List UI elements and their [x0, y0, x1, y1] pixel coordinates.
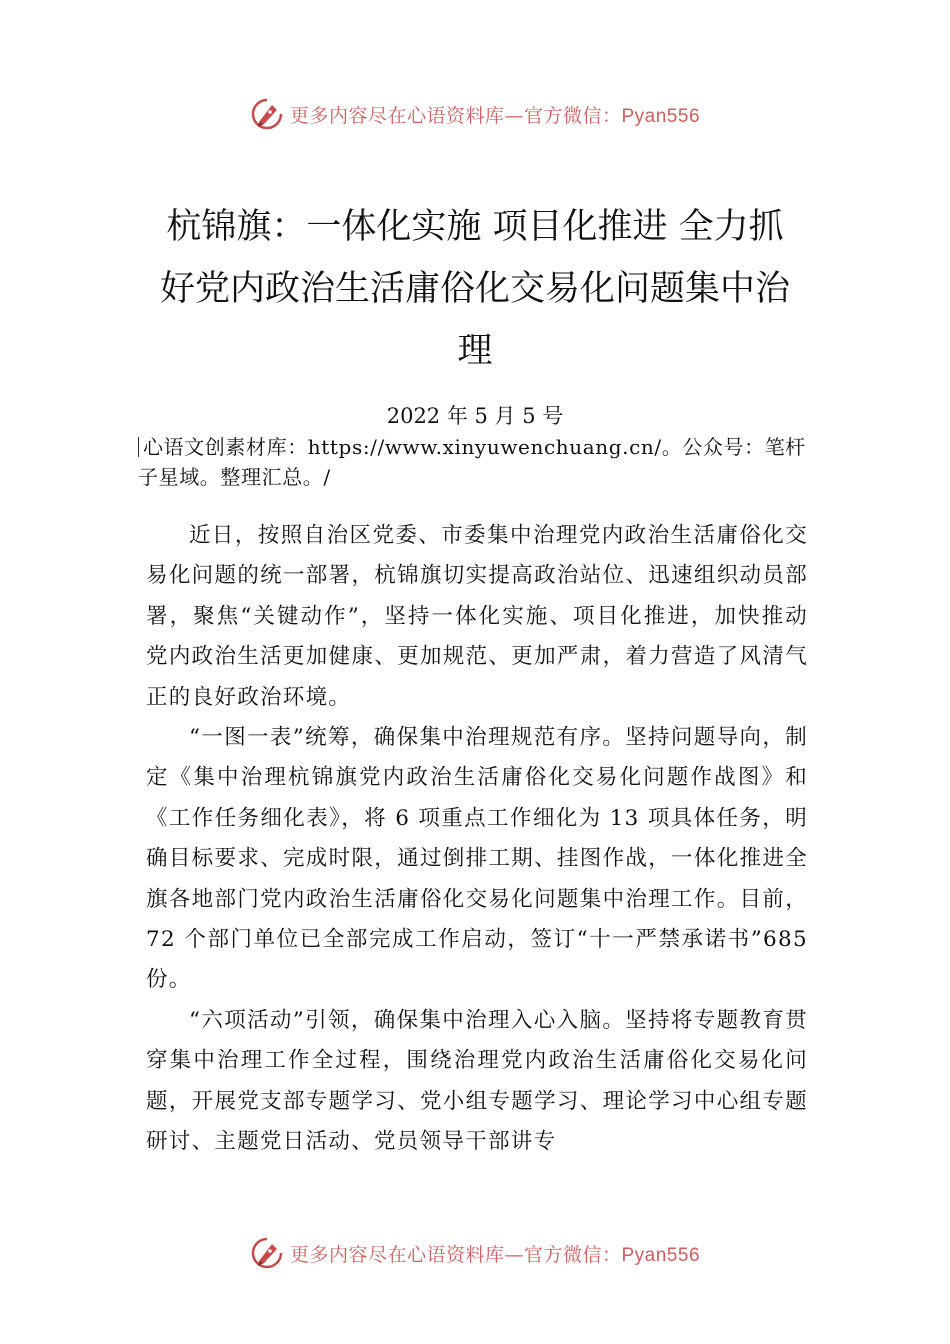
footer-wechat-id: Pyan556	[621, 1244, 701, 1266]
header-banner	[0, 94, 950, 134]
document-body	[146, 516, 808, 1163]
title-line-1: 杭锦旗：一体化实施 项目化推进 全力抓	[166, 207, 784, 247]
pen-nib-logo-icon	[250, 1236, 284, 1270]
paragraph-1: 近日，按照自治区党委、市委集中治理党内政治生活庸俗化交易化问题的统一部署，杭锦旗切实提高政治站位、迅速组织动员部署，聚焦“关键动作”，坚持一体化实施、项目化推进，加快推动党内政治生活更加健康、更加规范、更加严肃，着力营造了风清气正的良好政治环境。	[146, 523, 808, 710]
source-note-text: 心语文创素材库：https://www.xinyuwenchuang.cn/。公众号：笔杆子星域。整理汇总。/	[138, 435, 806, 489]
document-date: 2022 年 5 月 5 号	[386, 404, 564, 428]
footer-banner-text: 更多内容尽在心语资料库—官方微信：Pyan556	[289, 1243, 701, 1266]
paragraph-3: “六项活动”引领，确保集中治理入心入脑。坚持将专题教育贯穿集中治理工作全过程，围绕治理党内政治生活庸俗化交易化问题，开展党支部专题学习、党小组专题学习、理论学习中心组专题研讨、主题党日活动、党员领导干部讲专	[146, 1007, 808, 1155]
paragraph-2: “一图一表”统筹，确保集中治理规范有序。坚持问题导向，制定《集中治理杭锦旗党内政治生活庸俗化交易化问题作战图》和《工作任务细化表》，将 6 项重点工作细化为 13 项具体任务，明确目标要求、完成时限，通过倒排工期、挂图作战，一体化推进全旗各地部门党内政治生活庸俗化交易化问题集中治理工作。目前，72 个部门单位已全部完成工作启动，签订“十一严禁承诺书”685 份。	[146, 725, 808, 993]
wechat-id: Pyan556	[621, 105, 701, 127]
source-note	[138, 432, 818, 492]
footer-banner	[0, 1233, 950, 1273]
pen-nib-logo-icon	[250, 97, 284, 131]
document-title	[140, 196, 810, 382]
header-banner-text: 更多内容尽在心语资料库—官方微信：Pyan556	[289, 104, 701, 127]
cursor-bar	[138, 437, 139, 457]
title-line-3: 理	[457, 331, 493, 371]
title-line-2: 好党内政治生活庸俗化交易化问题集中治	[159, 269, 790, 309]
